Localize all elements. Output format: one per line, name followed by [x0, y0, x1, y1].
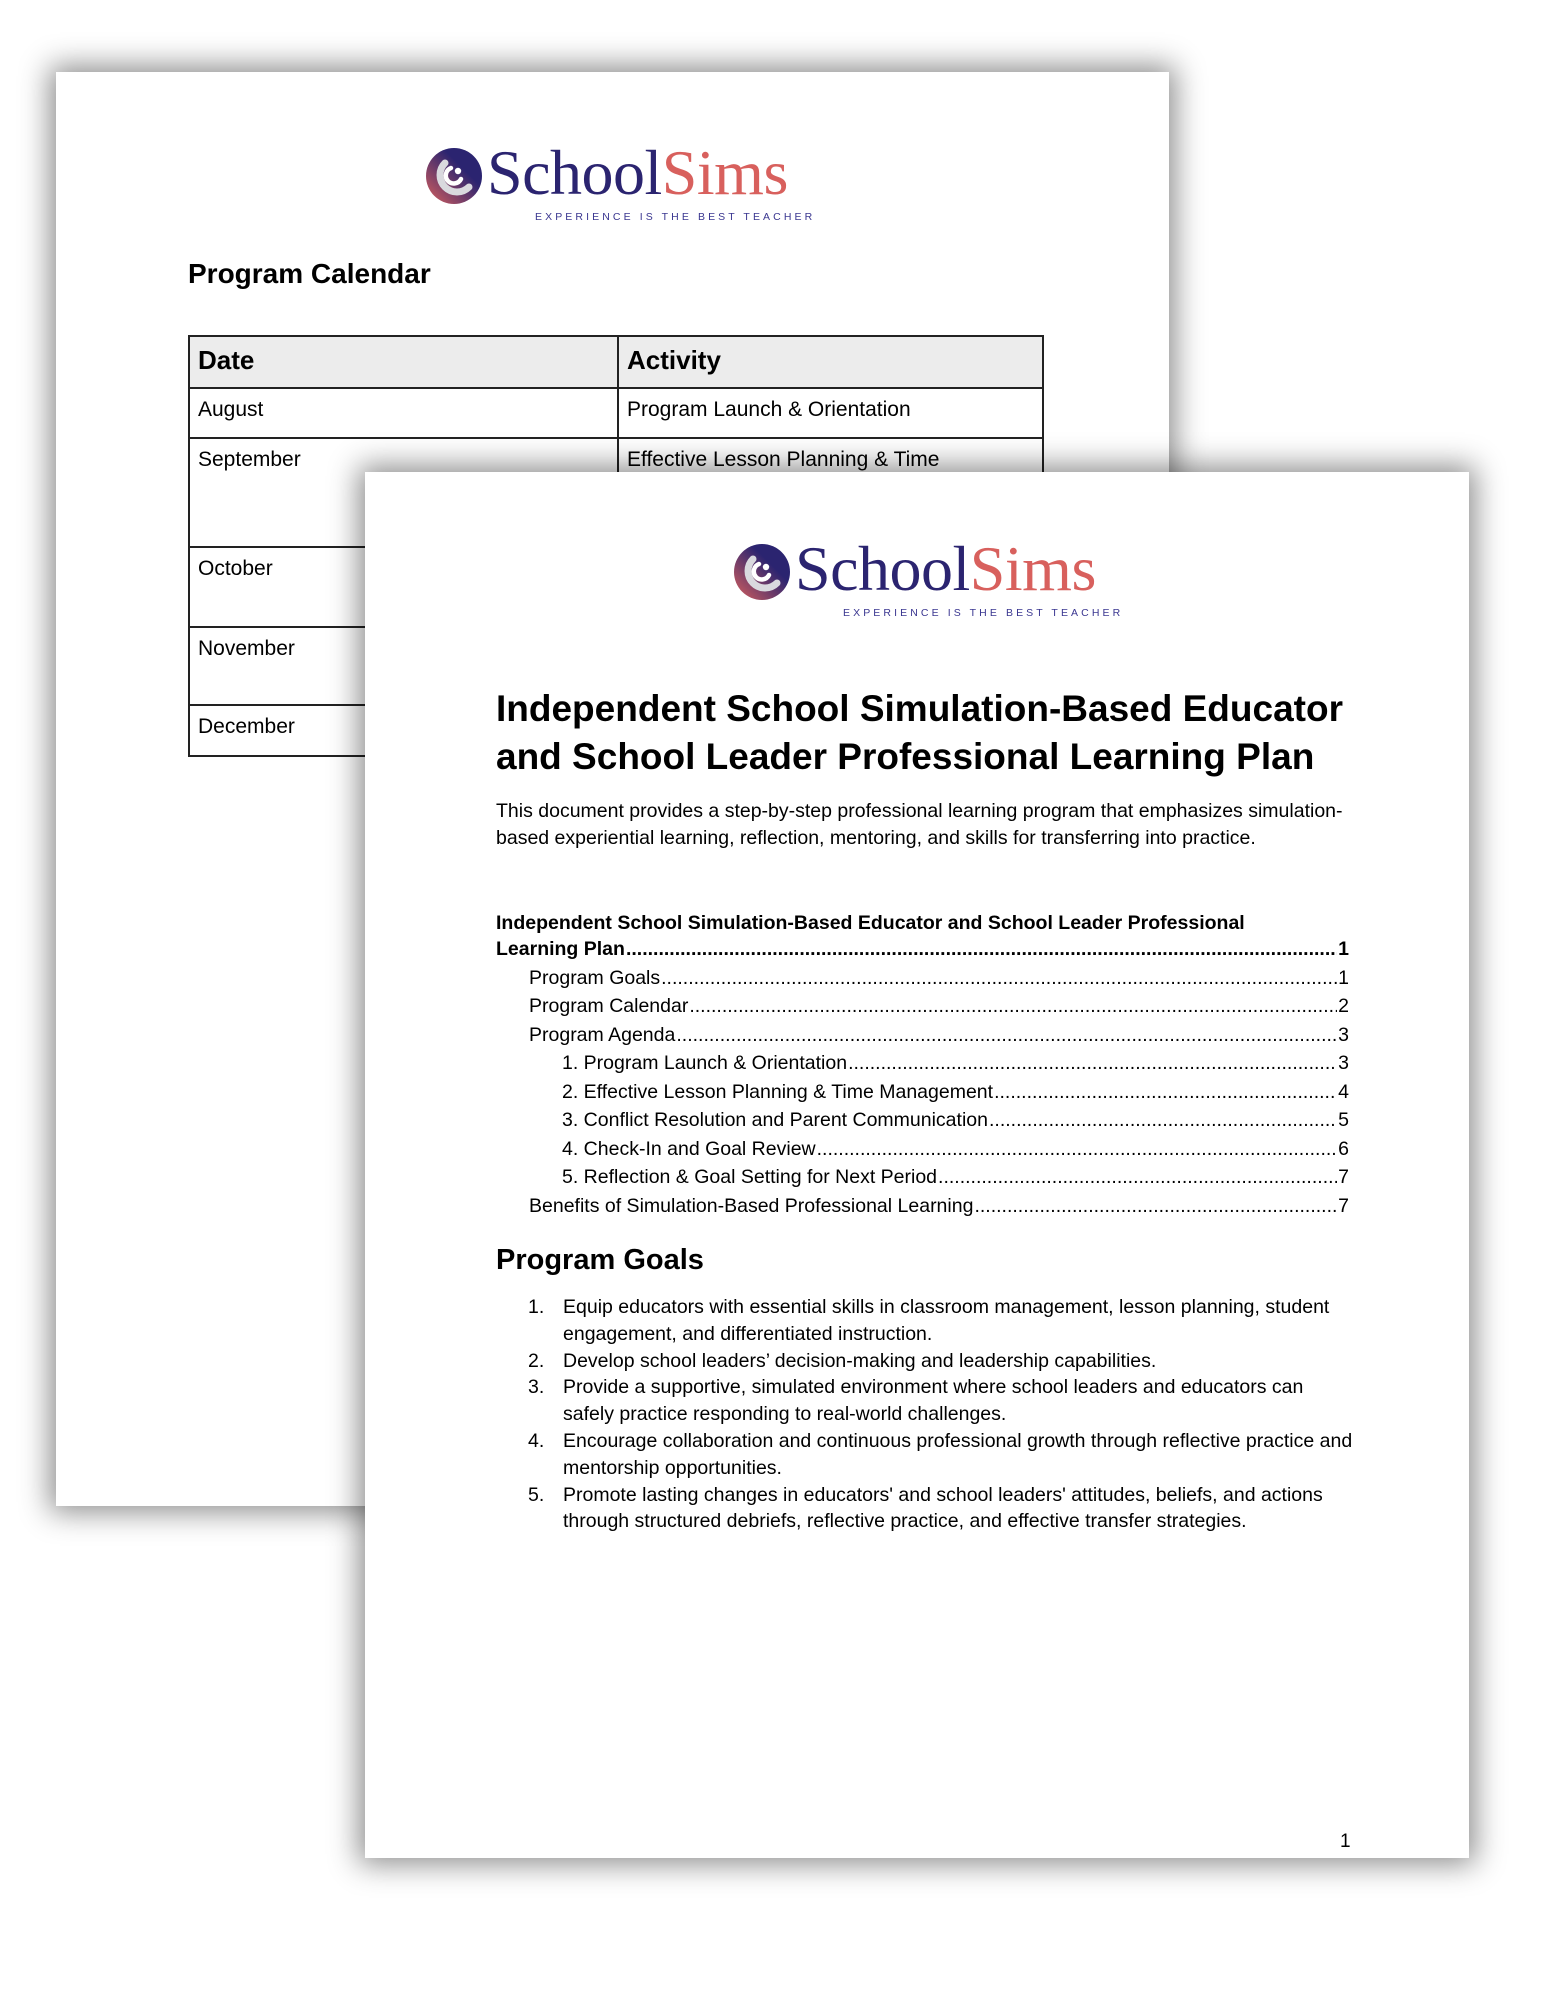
- logo-tagline: EXPERIENCE IS THE BEST TEACHER: [535, 211, 816, 223]
- toc-entry-page: 2: [1338, 995, 1349, 1017]
- toc-dot-leader: [689, 992, 1337, 1021]
- toc-entry-page: 1: [1338, 966, 1349, 989]
- front-page-learning-plan: [365, 472, 1469, 1858]
- toc-entry[interactable]: [496, 1078, 1349, 1107]
- toc-lead-line: Independent School Simulation-Based Educator and School Leader Professional: [496, 912, 1245, 934]
- toc-entry-page: 7: [1338, 1194, 1349, 1217]
- table-header-row: [189, 336, 1043, 388]
- activity-cell: Effective Lesson Planning & Time: [618, 438, 1043, 547]
- toc-dot-leader: [817, 1135, 1338, 1164]
- toc-entry-title: 2. Effective Lesson Planning & Time Management: [562, 1080, 994, 1103]
- toc-dot-leader: [676, 1021, 1337, 1050]
- intro-paragraph: This document provides a step-by-step professional learning program that emphasizes simulation-based experiential learning, reflection, mentoring, and skills for transferring into practice.: [496, 800, 1343, 849]
- toc-entry-page: 3: [1338, 1052, 1349, 1074]
- toc-entry-title: 4. Check-In and Goal Review: [562, 1137, 816, 1160]
- toc-dot-leader: [626, 935, 1337, 964]
- program-goals-heading: Program Goals: [496, 1244, 704, 1276]
- toc-entry-page: 1: [1338, 938, 1349, 960]
- logo-wordmark: SchoolSims: [487, 137, 788, 208]
- goal-item: 5. Promote lasting changes in educators' and school leaders' attitudes, beliefs, and actions through structured debriefs, reflective practice, and effective transfer strategies.: [528, 1483, 1323, 1533]
- toc-entry[interactable]: [496, 1192, 1349, 1221]
- document-title: Independent School Simulation-Based Educator and School Leader Professional Learning Plan: [496, 688, 1343, 777]
- date-cell: August: [189, 388, 618, 438]
- toc-entry-title: Program Goals: [529, 966, 661, 989]
- toc-entry-title: Program Agenda: [529, 1023, 676, 1046]
- program-goals-list: [496, 1294, 1356, 1535]
- toc-entry-title: Program Calendar: [529, 995, 689, 1017]
- toc-dot-leader: [848, 1049, 1337, 1078]
- goal-item: 1. Equip educators with essential skills in classroom management, lesson planning, student engagement, and differentiated instruction.: [528, 1296, 1330, 1345]
- toc-entry-title: 3. Conflict Resolution and Parent Communication: [562, 1109, 988, 1131]
- toc-entry-title: Learning Plan: [496, 938, 625, 960]
- toc-entry-title: Benefits of Simulation-Based Professional Learning: [529, 1194, 974, 1217]
- toc-dot-leader: [974, 1192, 1337, 1221]
- toc-dot-leader: [989, 1106, 1337, 1135]
- goal-item: 4. Encourage collaboration and continuous professional growth through reflective practice and mentorship opportunities.: [528, 1429, 1353, 1479]
- toc-entry[interactable]: [496, 1021, 1349, 1050]
- logo-wordmark: SchoolSims: [795, 533, 1096, 604]
- toc-entry-page: 4: [1338, 1080, 1349, 1103]
- table-of-contents: [496, 912, 1349, 1220]
- date-cell: October: [189, 547, 618, 627]
- column-header-activity: Activity: [618, 336, 1043, 388]
- toc-entry-title: 5. Reflection & Goal Setting for Next Period: [562, 1166, 938, 1188]
- date-cell: September: [189, 438, 618, 547]
- toc-entry[interactable]: [496, 1135, 1349, 1164]
- toc-entry-page: 6: [1338, 1137, 1349, 1160]
- goal-item: 3. Provide a supportive, simulated environment where school leaders and educators can safely practice responding to real-world challenges.: [528, 1376, 1304, 1426]
- toc-entry[interactable]: [496, 1106, 1349, 1135]
- toc-entry[interactable]: [496, 935, 1349, 964]
- date-cell: November: [189, 627, 618, 705]
- column-header-date: Date: [189, 336, 618, 388]
- schoolsims-swirl-icon: [733, 543, 791, 601]
- toc-entry-page: 5: [1338, 1109, 1349, 1131]
- toc-entry-page: 3: [1338, 1023, 1349, 1046]
- schoolsims-swirl-icon: [425, 147, 483, 205]
- toc-dot-leader: [661, 964, 1337, 993]
- toc-entry[interactable]: [496, 1049, 1349, 1078]
- date-cell: December: [189, 705, 618, 756]
- logo-tagline: EXPERIENCE IS THE BEST TEACHER: [843, 607, 1124, 619]
- program-calendar-heading: Program Calendar: [188, 258, 431, 289]
- toc-entry[interactable]: [496, 992, 1349, 1021]
- toc-dot-leader: [994, 1078, 1337, 1107]
- goal-item: 2. Develop school leaders’ decision-making and leadership capabilities.: [528, 1349, 1157, 1372]
- toc-entry[interactable]: [496, 964, 1349, 993]
- toc-entry-title: 1. Program Launch & Orientation: [562, 1052, 848, 1074]
- page-number: 1: [1340, 1831, 1351, 1852]
- toc-entry-page: 7: [1338, 1166, 1349, 1188]
- toc-dot-leader: [938, 1163, 1337, 1192]
- activity-cell: Program Launch & Orientation: [618, 388, 1043, 438]
- toc-entry[interactable]: [496, 1163, 1349, 1192]
- table-row: [189, 388, 1043, 438]
